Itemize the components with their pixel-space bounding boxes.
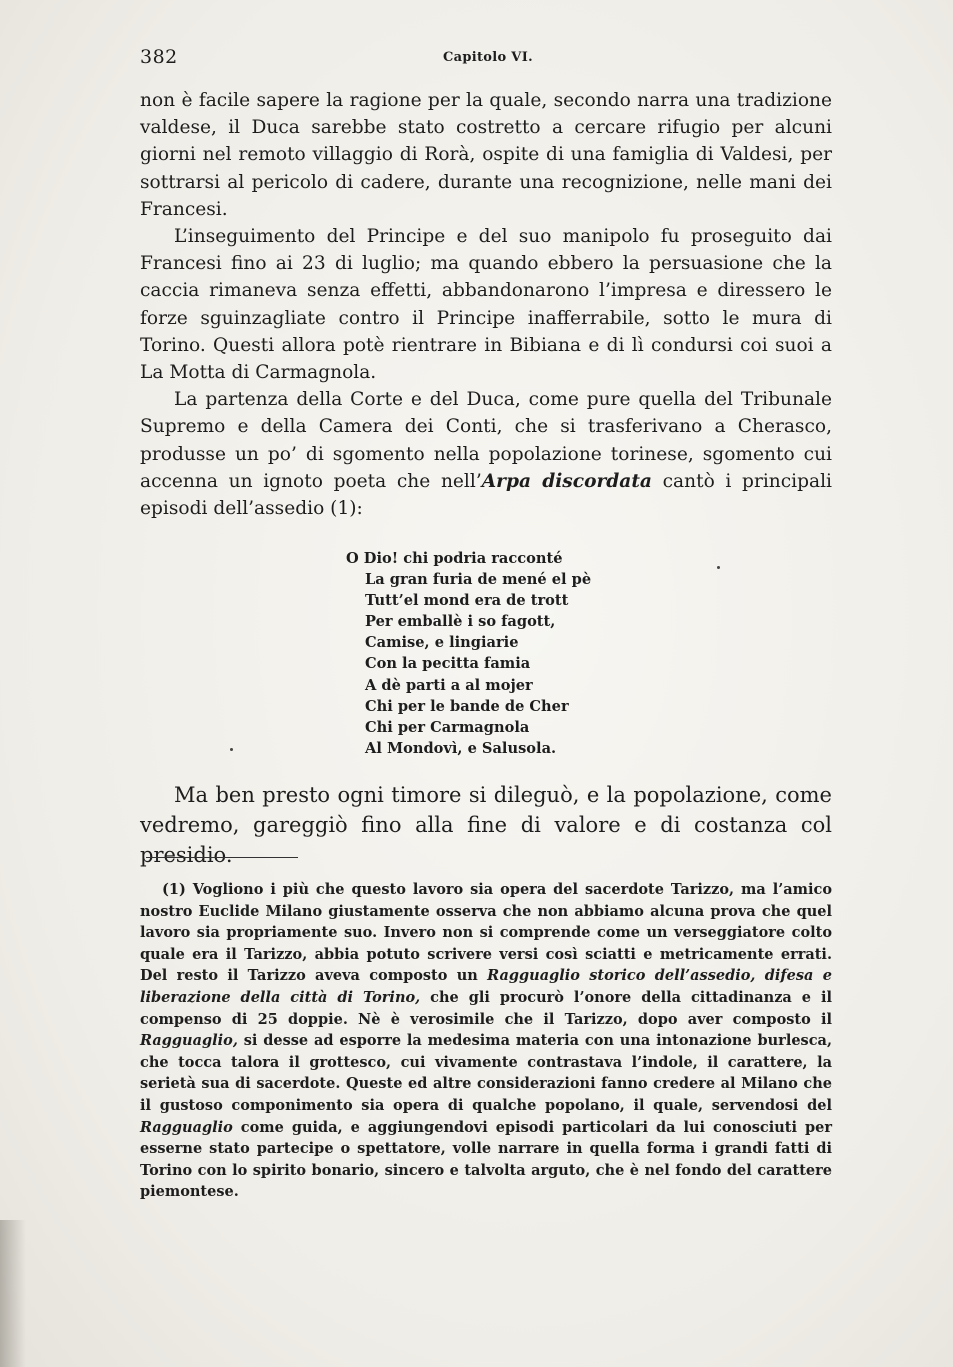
footnote-title-3: Ragguaglio xyxy=(140,1118,233,1136)
footnote-title-2: Ragguaglio, xyxy=(140,1032,238,1050)
footnote-part-3: si desse ad esporre la medesima materia con una intonazione burlesca, che tocca talora il grottesco, cui vivamente contrastava l’indole, il carattere, la serietà sua di sacerdote. Queste ed altre considerazioni fanno credere al Milano che il gustoso componimento sia opera di qualche popolano, il quale, servendosi del xyxy=(140,1032,832,1114)
main-text xyxy=(140,87,832,522)
page-header xyxy=(140,46,832,74)
paragraph-3 xyxy=(140,386,832,522)
footnote-text xyxy=(140,879,832,1203)
poem-line: Per emballè i so fagott, xyxy=(365,613,556,631)
footnote xyxy=(140,879,832,1203)
poem-line: La gran furia de mené el pè xyxy=(365,571,592,589)
poem-line: Con la pecitta famia xyxy=(365,655,531,673)
poem-line: Camise, e lingiarie xyxy=(365,634,519,652)
poem-line: Tutt’el mond era de trott xyxy=(365,592,569,610)
footnote-divider xyxy=(146,857,298,858)
paragraph-3-text: La partenza della Corte e del Duca, come pure quella del Tribunale Supremo e della Camera dei Conti, che si trasferivano a Cherasco, produsse un po’ di sgomento nella popolazione torinese, sgomento cui accenna un ignoto poeta che nell’ xyxy=(140,389,832,492)
running-head: Capitolo VI. xyxy=(443,50,533,65)
footnote-title-1: Ragguaglio storico dell’assedio, difesa e liberazione della città di Torino, xyxy=(140,967,832,1006)
footnote-part-2: che gli procurò l’onore della cittadinanza e il compenso di 25 doppie. Nè è verosimile che il Tarizzo, dopo aver composto il xyxy=(140,988,832,1028)
footnote-part-1: (1) Vogliono i più che questo lavoro sia opera del sacerdote Tarizzo, ma l’amico nostro Euclide Milano giustamente osserva che non abbiamo alcuna prova che quel lavoro sia propriamente suo. Invero non si comprende come un verseggiatore colto quale era il Tarizzo, abbia potuto scrivere versi così sciatti e metricamente errati. Del resto il Tarizzo aveva composto un xyxy=(140,881,832,985)
page-number: 382 xyxy=(140,46,178,68)
paragraph-2: L’inseguimento del Principe e del suo manipolo fu proseguito dai Francesi fino ai 23 di luglio; ma quando ebbero la persuasione che la caccia rimaneva senza effetti, abbandonarono l’impresa e diressero le forze sguinzagliate contro il Principe inafferrabile, sotto le mura di Torino. Questi allora potè rientrare in Bibiana e di lì condursi coi suoi a La Motta di Carmagnola. xyxy=(140,226,832,384)
page-edge-shadow xyxy=(0,1220,26,1367)
poem-line: O Dio! chi podria racconté xyxy=(346,550,563,567)
footnote-part-4: come guida, e aggiungendovi episodi particolari da lui conosciuti per esserne stato partecipe o spettatore, volle narrare in quella forma i grandi fatti di Torino con lo spirito bonario, sincero e talvolta arguto, che è nel fondo del carattere piemontese. xyxy=(140,1118,832,1201)
closing-text: Ma ben presto ogni timore si dileguò, e la popolazione, come vedremo, gareggiò fino alla fine di valore e di costanza col presidio. xyxy=(140,783,832,867)
paragraph-1: non è facile sapere la ragione per la quale, secondo narra una tradizione valdese, il Duca sarebbe stato costretto a cercare rifugio per alcuni giorni nel remoto villaggio di Rorà, ospite di una famiglia di Valdesi, per sottrarsi al pericolo di cadere, durante una recognizione, nelle mani dei Francesi. xyxy=(140,90,832,220)
print-speck xyxy=(717,566,720,569)
poem-line: Chi per Carmagnola xyxy=(365,718,530,736)
print-speck xyxy=(230,748,233,751)
poem-line: Al Mondovì, e Salusola. xyxy=(365,739,557,757)
poem-quote xyxy=(346,548,591,759)
poem-line: A dè parti a al mojer xyxy=(365,676,533,694)
work-title: Arpa discordata xyxy=(481,470,652,492)
paragraph-3-end: cantò i principali episodi dell’assedio (1): xyxy=(140,470,832,520)
poem-line: Chi per le bande de Cher xyxy=(365,697,569,715)
